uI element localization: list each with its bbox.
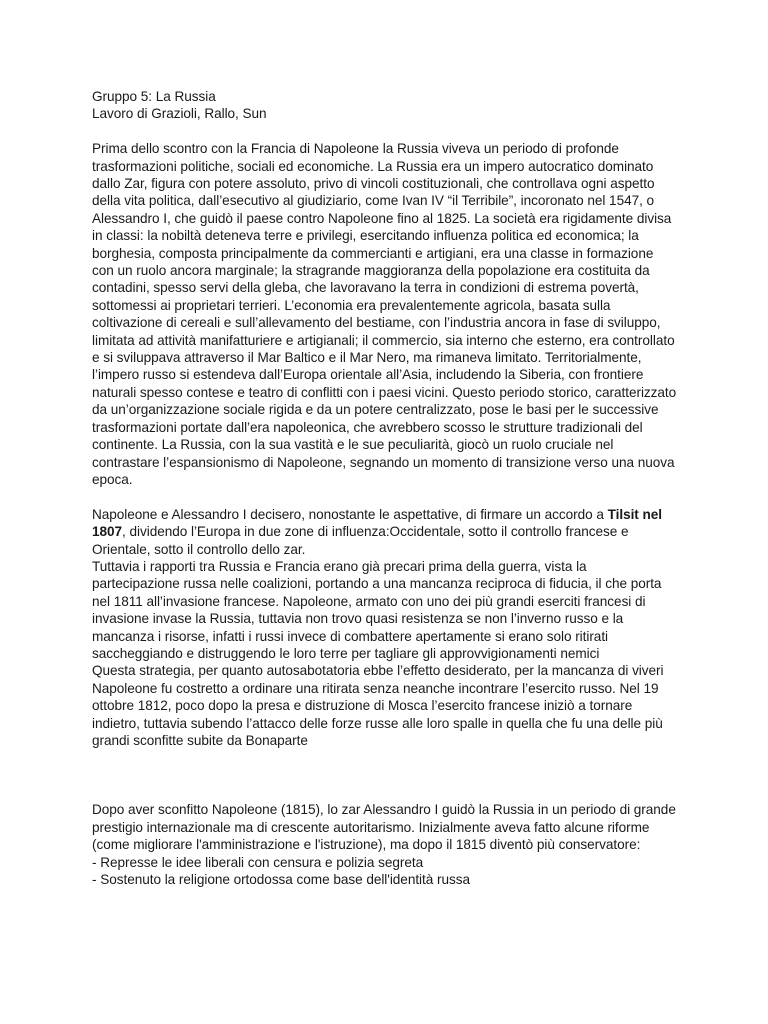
paragraph-tilsit-text-before: Napoleone e Alessandro I decisero, nonostante le aspettative, di firmare un accordo a: [92, 506, 608, 522]
document-authors: Lavoro di Grazioli, Rallo, Sun: [92, 106, 267, 122]
paragraph-text: Prima dello scontro con la Francia di Napoleone la Russia viveva un periodo di profonde trasformazioni politiche, sociali ed economiche. La Russia era un impero autocratico dominato dallo Zar, figura con potere assoluto, privo di vincoli costituzionali, che controllava ogni aspetto della vita politica, dall’esecutivo al giudiziario, come Ivan IV “il Terribile”, incoronato nel 1547, o Alessandro I, che guidò il paese contro Napoleone fino al 1825. La società era rigidamente divisa in classi: la nobiltà deteneva terre e privilegi, esercitando influenza politica ed economica; la borghesia, composta principalmente da commercianti e artigiani, era una classe in formazione con un ruolo ancora marginale; la stragrande maggioranza della popolazione era costituita da contadini, spesso servi della gleba, che lavoravano la terra in condizioni di estrema povertà, sottomessi ai proprietari terrieri. L’economia era prevalentemente agricola, basata sulla coltivazione di cereali e sull’allevamento del bestiame, con l’industria ancora in fase di sviluppo, limitata ad attività manifatturiere e artigianali; il commercio, sia interno che esterno, era controllato e si sviluppava attraverso il Mar Baltico e il Mar Nero, ma rimaneva limitato. Territorialmente, l’impero russo si estendeva dall’Europa orientale all’Asia, includendo la Siberia, con frontiere naturali spesso contese e teatro di conflitti con i paesi vicini. Questo periodo storico, caratterizzato da un’organizzazione sociale rigida e da un potere centralizzato, pose le basi per le successive trasformazioni portate dall’era napoleonica, che avrebbero scosso le strutture tradizionali del continente. La Russia, con la sua vastità e le sue peculiarità, giocò un ruolo cruciale nel contrastare l’espansionismo di Napoleone, segnando un momento di transizione verso una nuova epoca.: [92, 141, 677, 487]
paragraph-invasion: Tuttavia i rapporti tra Russia e Francia erano già precari prima della guerra, vista la partecipazione russa nelle coalizioni, portando a una mancanza reciproca di fiducia, il che porta nel 1811 all’invasione francese. Napoleone, armato con uno dei più grandi eserciti francesi di invasione invase la Russia, tuttavia non trovo quasi resistenza se non l’inverno russo e la mancanza i risorse, infatti i russi invece di combattere apertamente si erano solo ritirati saccheggiando e distruggendo le loro terre per tagliare gli approvvigionamenti nemici: [92, 558, 662, 661]
tilsit-bold-text: Tilsit nel 1807: [92, 506, 663, 540]
paragraph-alexander-after-1815: [92, 801, 677, 888]
document-header: [92, 88, 677, 123]
paragraph-russia-before-napoleon: [92, 140, 677, 488]
list-item: - Represse le idee liberali con censura e polizia segreta: [92, 854, 424, 870]
document-page: [92, 88, 677, 906]
document-title: Gruppo 5: La Russia: [92, 89, 216, 104]
paragraph-tilsit-and-invasion: [92, 506, 677, 750]
paragraph-tilsit-text-after: , dividendo l’Europa in due zone di influenza:Occidentale, sotto il controllo francese e Orientale, sotto il controllo dello zar.: [92, 524, 629, 557]
paragraph-retreat: Questa strategia, per quanto autosabotatoria ebbe l’effetto desiderato, per la mancanza di viveri Napoleone fu costretto a ordinare una ritirata senza neanche incontrare l’esercito russo. Nel 19 ottobre 1812, poco dopo la presa e distruzione di Mosca l’esercito francese iniziò a tornare indietro, tuttavia subendo l’attacco delle forze russe alle loro spalle in quella che fu una delle più grandi sconfitte subite da Bonaparte: [92, 663, 664, 748]
paragraph-text: Dopo aver sconfitto Napoleone (1815), lo zar Alessandro I guidò la Russia in un periodo di grande prestigio internazionale ma di crescente autoritarismo. Inizialmente aveva fatto alcune riforme (come migliorare l'amministrazione e l'istruzione), ma dopo il 1815 diventò più conservatore:: [92, 802, 676, 853]
paragraph-tilsit: [92, 506, 677, 558]
list-item: - Sostenuto la religione ortodossa come base dell'identità russa: [92, 872, 470, 888]
